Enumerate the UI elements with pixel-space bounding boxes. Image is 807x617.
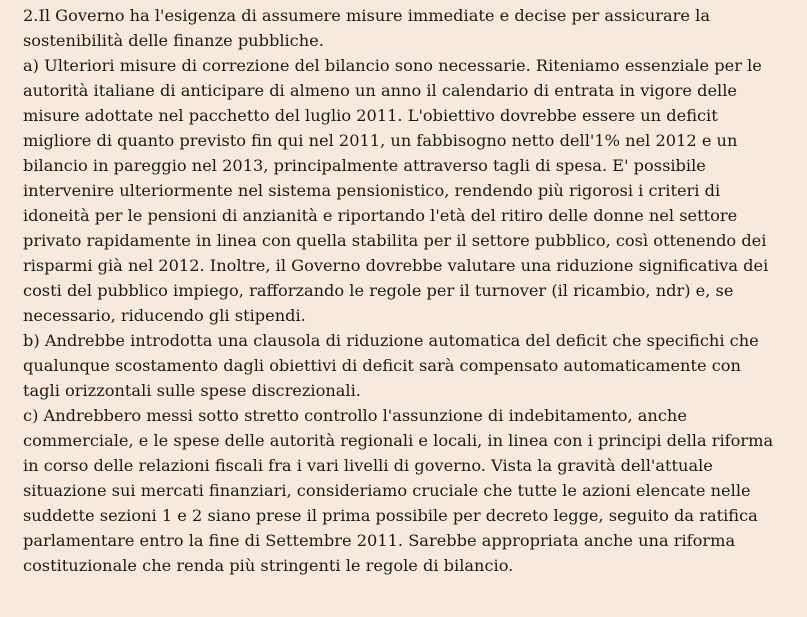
text-line: migliore di quanto previsto fin qui nel 2011, un fabbisogno netto dell'1% nel 2012 e un	[23, 131, 738, 150]
text-line: suddette sezioni 1 e 2 siano prese il prima possibile per decreto legge, seguito da ratifica	[23, 506, 758, 525]
text-line: situazione sui mercati finanziari, consideriamo cruciale che tutte le azioni elencate nelle	[23, 481, 751, 500]
text-line: sostenibilità delle finanze pubbliche.	[23, 31, 324, 50]
text-line: qualunque scostamento dagli obiettivi di deficit sarà compensato automaticamente con	[23, 356, 741, 375]
text-line: commerciale, e le spese delle autorità regionali e locali, in linea con i principi della riforma	[23, 431, 774, 450]
text-line: parlamentare entro la fine di Settembre 2011. Sarebbe appropriata anche una riforma	[23, 531, 736, 550]
text-line: tagli orizzontali sulle spese discrezionali.	[23, 381, 361, 400]
text-line: c) Andrebbero messi sotto stretto controllo l'assunzione di indebitamento, anche	[23, 406, 687, 425]
text-line: idoneità per le pensioni di anzianità e riportando l'età del ritiro delle donne nel settore	[23, 206, 738, 225]
text-line: risparmi già nel 2012. Inoltre, il Governo dovrebbe valutare una riduzione significativa dei	[23, 256, 769, 275]
text-line: intervenire ulteriormente nel sistema pensionistico, rendendo più rigorosi i criteri di	[23, 181, 721, 200]
document-body	[23, 3, 807, 578]
text-line: misure adottate nel pacchetto del luglio 2011. L'obiettivo dovrebbe essere un deficit	[23, 106, 718, 125]
text-line: privato rapidamente in linea con quella stabilita per il settore pubblico, così ottenendo dei	[23, 231, 767, 250]
text-line: a) Ulteriori misure di correzione del bilancio sono necessarie. Riteniamo essenziale per le	[23, 56, 762, 75]
text-line: necessario, riducendo gli stipendi.	[23, 306, 306, 325]
text-line: bilancio in pareggio nel 2013, principalmente attraverso tagli di spesa. E' possibile	[23, 156, 706, 175]
text-line: costi del pubblico impiego, rafforzando le regole per il turnover (il ricambio, ndr) e, se	[23, 281, 734, 300]
text-line: costituzionale che renda più stringenti le regole di bilancio.	[23, 556, 514, 575]
text-line: b) Andrebbe introdotta una clausola di riduzione automatica del deficit che specifichi che	[23, 331, 759, 350]
text-line: autorità italiane di anticipare di almeno un anno il calendario di entrata in vigore delle	[23, 81, 737, 100]
text-line: in corso delle relazioni fiscali fra i vari livelli di governo. Vista la gravità dell'attuale	[23, 456, 713, 475]
text-line: 2.Il Governo ha l'esigenza di assumere misure immediate e decise per assicurare la	[23, 6, 710, 25]
